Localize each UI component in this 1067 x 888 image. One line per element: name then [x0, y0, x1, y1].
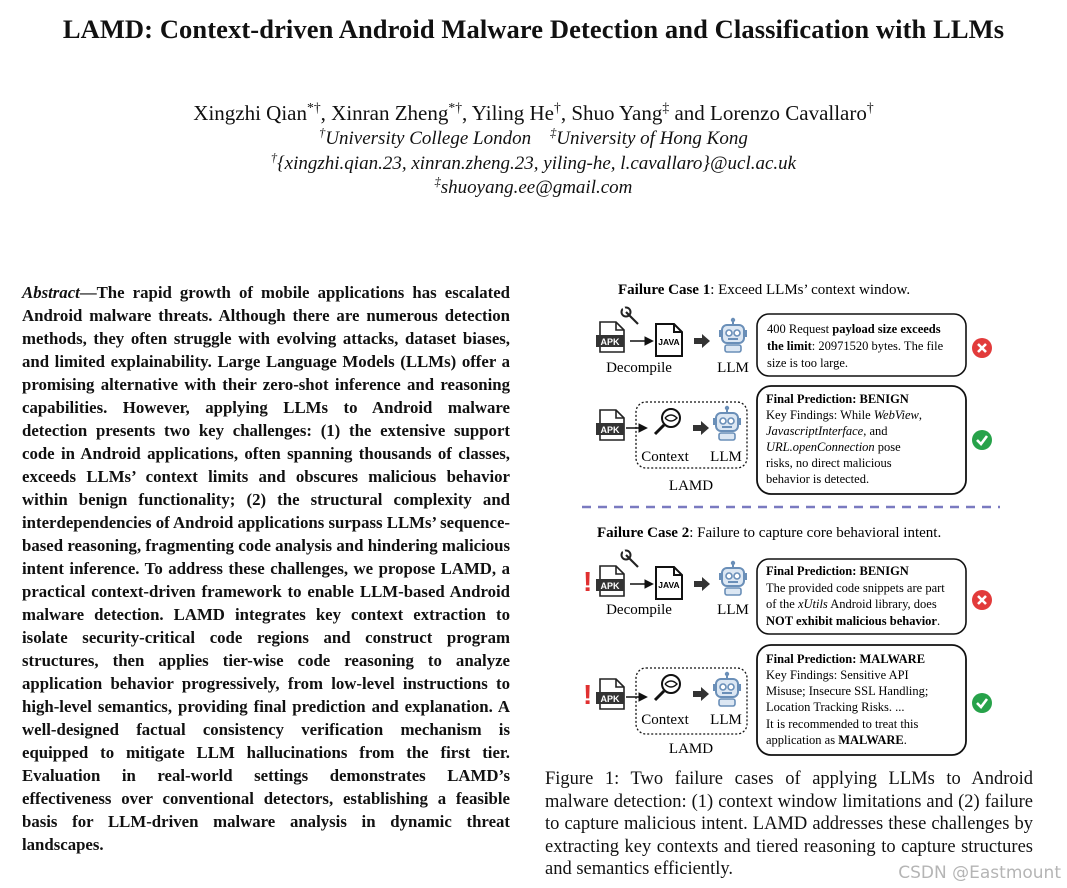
- apk-file-icon: [596, 679, 624, 709]
- abstract-label: Abstract: [22, 283, 80, 302]
- box4-line-6: application as MALWARE.: [766, 733, 907, 747]
- magnifier-icon: [655, 675, 680, 700]
- author-separator: and: [669, 101, 711, 125]
- email-line-1: [0, 150, 1067, 175]
- warning-icon: !: [583, 679, 593, 710]
- llm-label: LLM: [710, 712, 742, 728]
- email-mark: ‡: [434, 174, 441, 189]
- apk-file-icon: [596, 566, 624, 596]
- author-mark: ‡: [662, 100, 670, 115]
- check-icon: [972, 430, 992, 450]
- box4-line-4: Location Tracking Risks. ...: [766, 700, 905, 714]
- box2-line-1: Final Prediction: BENIGN: [766, 392, 909, 406]
- abstract-text: The rapid growth of mobile applications has escalated Android malware threats. Although there are numerous detection methods, they often struggle with evolving attacks, dataset biases, and limited explainability. Large Language Models (LLMs) offer a promising alternative with their zero-shot inference and reasoning capabilities. However, applying LLMs to Android malware detection presents two key challenges: (1) the extensive support code in Android applications, often spanning thousands of classes, exceeds LLMs’ context limits and obscures malicious behavior within benign functionality; (2) the structural complexity and interdependencies of Android applications surpass LLMs’ sequence-based reasoning, fragmenting code analysis and hindering malicious intent inference. To address these challenges, we propose LAMD, a practical context-driven framework to enable LLM-based Android malware detection. LAMD integrates key context extraction to isolate security-critical code regions and construct program structures, then applies tier-wise code reasoning to analyze application behavior progressively, from low-level instructions to high-level semantics, providing final prediction and explanation. A well-designed factual consistency verification mechanism is equipped to mitigate LLM hallucinations from the first tier. Evaluation in real-world settings demonstrates LAMD’s effectiveness over conventional detectors, establishing a feasible basis for LLM-driven malware analysis in dynamic threat landscapes.: [22, 283, 510, 854]
- arrow: [693, 687, 709, 701]
- author-name: Shuo Yang: [571, 101, 663, 125]
- author-list: [0, 101, 1067, 126]
- warning-icon: !: [583, 566, 593, 597]
- box1-line-1: 400 Request payload size exceeds: [767, 322, 941, 336]
- email: shuoyang.ee@gmail.com: [440, 177, 633, 198]
- box2-line-3: JavascriptInterface, and: [766, 424, 888, 438]
- author-mark: †: [866, 100, 874, 115]
- java-file-icon: [656, 567, 682, 599]
- email-mark: †: [270, 150, 278, 165]
- context-label: Context: [641, 449, 689, 465]
- box1-line-2: the limit: 20971520 bytes. The file: [767, 339, 944, 353]
- box4-line-5: It is recommended to treat this: [766, 717, 919, 731]
- author-separator: ,: [320, 101, 332, 125]
- wrench-icon: [622, 549, 639, 567]
- affiliation-mark: ‡: [550, 125, 557, 140]
- robot-icon: [713, 672, 741, 706]
- svg-text:JAVA: JAVA: [658, 337, 680, 347]
- apk-file-icon: [596, 322, 624, 352]
- box3-line-2: The provided code snippets are part: [766, 581, 945, 595]
- abstract: [22, 281, 510, 856]
- box1-line-3: size is too large.: [767, 356, 848, 370]
- abstract-dash: —: [79, 283, 97, 302]
- paper-title: LAMD: Context-driven Android Malware Detection and Classification with LLMs: [62, 14, 1005, 44]
- lamd-label: LAMD: [668, 478, 714, 494]
- author-mark: *†: [307, 100, 321, 115]
- box3-line-1: Final Prediction: BENIGN: [766, 564, 909, 578]
- arrow: [694, 334, 710, 348]
- affiliations: [0, 125, 1067, 150]
- author-name: Xingzhi Qian: [193, 101, 308, 125]
- box3-line-4: NOT exhibit malicious behavior.: [766, 614, 941, 628]
- author-separator: ,: [560, 101, 572, 125]
- box2-line-2: Key Findings: While WebView,: [766, 408, 923, 422]
- context-label: Context: [641, 712, 689, 728]
- affiliation: University College London: [325, 128, 532, 149]
- svg-text:JAVA: JAVA: [658, 580, 680, 590]
- box2-line-4: URL.openConnection pose: [766, 440, 901, 454]
- figure-caption: Figure 1: Two failure cases of applying LLMs to Android malware detection: (1) context window limitations and (2) failure to capture malicious intent. LAMD addresses these challenges by extracting key contexts and tiered reasoning to capture structures and semantics efficiently.: [545, 769, 1033, 879]
- magnifier-icon: [655, 409, 680, 434]
- arrow: [694, 577, 710, 591]
- cross-icon: [972, 338, 992, 358]
- svg-text:APK: APK: [600, 581, 620, 591]
- box2-line-6: behavior is detected.: [766, 472, 870, 486]
- llm-label: LLM: [717, 602, 749, 618]
- svg-text:APK: APK: [600, 425, 620, 435]
- decompile-label: Decompile: [606, 602, 672, 618]
- robot-icon: [719, 561, 747, 595]
- apk-file-icon: [596, 410, 624, 440]
- robot-icon: [713, 406, 741, 440]
- affiliation-mark: †: [319, 125, 326, 140]
- cross-icon: [972, 590, 992, 610]
- robot-icon: [719, 318, 747, 352]
- llm-label: LLM: [710, 449, 742, 465]
- java-file-icon: [656, 324, 682, 356]
- lamd-label: LAMD: [668, 741, 714, 757]
- figure-1: [560, 270, 1030, 765]
- case2-header: Failure Case 2: Failure to capture core behavioral intent.: [597, 525, 942, 541]
- box2-line-5: risks, no direct malicious: [766, 456, 892, 470]
- author-separator: ,: [462, 101, 472, 125]
- email: {xingzhi.qian.23, xinran.zheng.23, yiling-he, l.cavallaro}@ucl.ac.uk: [277, 153, 797, 174]
- box3-line-3: of the xUtils Android library, does: [766, 597, 937, 611]
- box4-line-2: Key Findings: Sensitive API: [766, 668, 909, 682]
- box4-line-1: Final Prediction: MALWARE: [766, 652, 926, 666]
- author-name: Lorenzo Cavallaro: [710, 101, 867, 125]
- case1-header: Failure Case 1: Exceed LLMs’ context window.: [618, 282, 911, 298]
- decompile-label: Decompile: [606, 360, 672, 376]
- wrench-icon: [622, 306, 639, 324]
- affiliation: University of Hong Kong: [556, 128, 748, 149]
- watermark: CSDN @Eastmount: [898, 863, 1061, 883]
- svg-text:APK: APK: [600, 337, 620, 347]
- arrow: [693, 421, 709, 435]
- svg-text:APK: APK: [600, 694, 620, 704]
- llm-label: LLM: [717, 360, 749, 376]
- email-line-2: [0, 174, 1067, 199]
- box4-line-3: Misuse; Insecure SSL Handling;: [766, 684, 929, 698]
- author-mark: *†: [448, 100, 463, 115]
- author-mark: †: [554, 100, 561, 115]
- author-name: Yiling He: [471, 101, 554, 125]
- author-name: Xinran Zheng: [331, 101, 449, 125]
- check-icon: [972, 693, 992, 713]
